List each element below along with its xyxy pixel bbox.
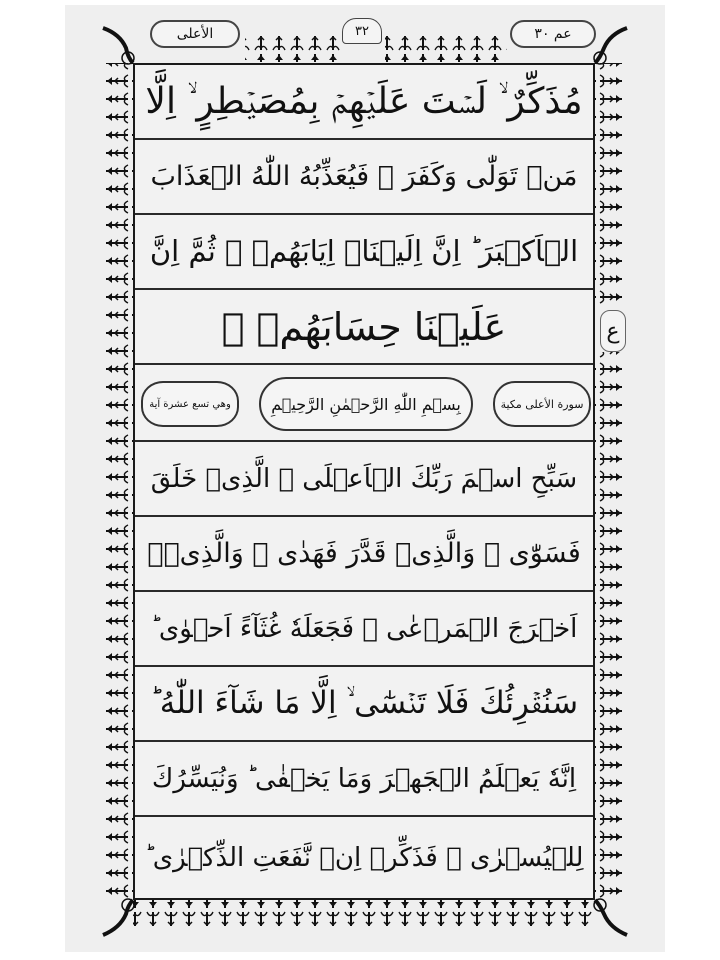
surah-name-header: الأعلى bbox=[150, 20, 240, 48]
text-line bbox=[135, 517, 593, 592]
text-line bbox=[135, 442, 593, 517]
text-line bbox=[135, 140, 593, 215]
surah-name: سورة الأعلى مكية bbox=[500, 397, 584, 411]
text-line bbox=[135, 290, 593, 365]
verse-text: لِلۡيُسۡرٰى ۚ فَذَكِّرۡ اِنۡ نَّفَعَتِ الذِّكۡرٰى ؕ bbox=[144, 842, 584, 873]
ayah-count-cartouche bbox=[141, 381, 239, 427]
verse-text: سَبِّحِ اسۡمَ رَبِّكَ الۡاَعۡلَى ۙ الَّذِىۡ خَلَقَ bbox=[150, 463, 578, 494]
text-frame bbox=[133, 63, 595, 900]
verse-text: سَنُقۡرِئُكَ فَلَا تَنۡسٰٓى ۙ اِلَّا مَا شَآءَ اللّٰهُ ؕ bbox=[149, 685, 579, 721]
surah-name-cartouche bbox=[493, 381, 591, 427]
text-line bbox=[135, 592, 593, 667]
text-line bbox=[135, 667, 593, 742]
bismillah-cartouche bbox=[259, 377, 473, 431]
text-line bbox=[135, 65, 593, 140]
page-number: ٣٢ bbox=[342, 18, 382, 44]
verse-text: عَلَيۡنَا حِسَابَهُمۡ ۟ bbox=[221, 304, 507, 349]
ayah-count: وهي تسع عشرة آية bbox=[149, 398, 231, 410]
ruku-marker: ع bbox=[600, 310, 626, 352]
verse-text: الۡاَكۡبَرَ ؕ اِنَّ اِلَيۡنَاۤ اِيَابَهُمۡ ۙ ثُمَّ اِنَّ bbox=[149, 234, 579, 268]
text-line bbox=[135, 215, 593, 290]
bismillah: بِسۡمِ اللّٰهِ الرَّحۡمٰنِ الرَّحِيۡمِ bbox=[271, 394, 461, 414]
verse-text: مَنۡ تَوَلّٰى وَكَفَرَ ۙ فَيُعَذِّبُهُ اللّٰهُ الۡعَذَابَ bbox=[150, 161, 578, 192]
surah-banner bbox=[135, 367, 593, 442]
verse-text: اِنَّهٗ يَعۡلَمُ الۡجَهۡرَ وَمَا يَخۡفٰى ؕ وَنُيَسِّرُكَ bbox=[151, 763, 577, 794]
verse-text: فَسَوّٰى ۙ وَالَّذِىۡ قَدَّرَ فَهَدٰى ۙ وَالَّذِىۡۤ bbox=[147, 538, 581, 569]
text-line bbox=[135, 742, 593, 817]
text-line bbox=[135, 817, 593, 898]
verse-text: اَخۡرَجَ الۡمَرۡعٰى ۙ فَجَعَلَهٗ غُثَآءً اَحۡوٰى ؕ bbox=[150, 613, 578, 644]
juz-label: عم ٣٠ bbox=[510, 20, 596, 48]
verse-text: مُذَكِّرٌ ۙ لَسۡتَ عَلَيۡهِمۡ بِمُصَيۡطِرٍ ۙ اِلَّا bbox=[145, 80, 583, 122]
